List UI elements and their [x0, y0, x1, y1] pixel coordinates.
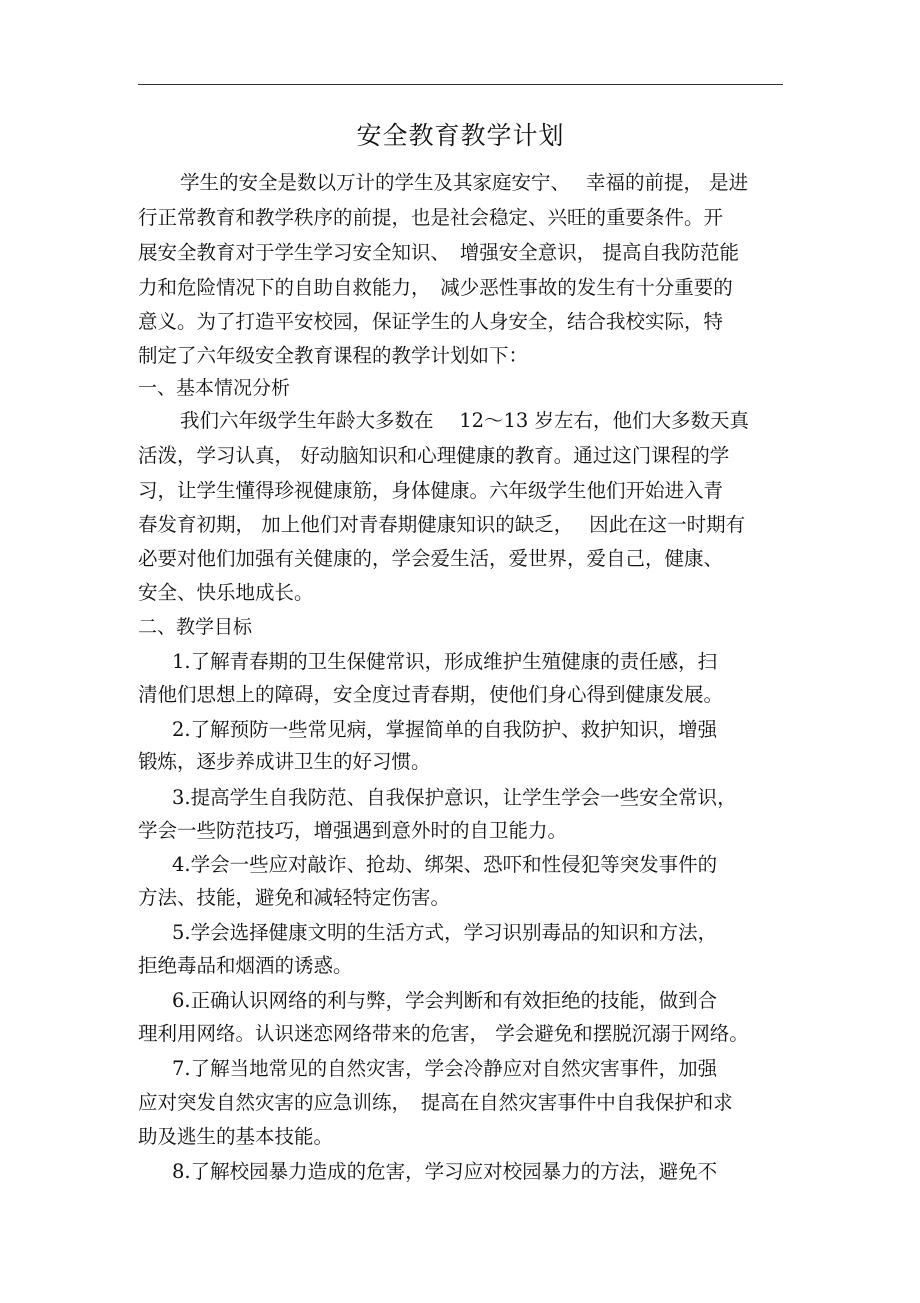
goal-item-line: 学会一些防范技巧，增强遇到意外时的自卫能力。	[138, 819, 568, 842]
section-heading-basic-analysis: 一、基本情况分析	[138, 377, 291, 399]
goal-item-line: 拒绝毒品和烟酒的诱惑。	[138, 954, 353, 977]
intro-line: 力和危险情况下的自助自救能力， 减少恶性事故的发生有十分重要的	[138, 276, 733, 299]
goal-item-line: 1.了解青春期的卫生保健常识，形成维护生殖健康的责任感，扫	[172, 650, 718, 673]
intro-line: 制定了六年级安全教育课程的教学计划如下：	[138, 344, 529, 367]
goal-item-line: 8.了解校园暴力造成的危害，学习应对校园暴力的方法，避免不	[172, 1160, 718, 1183]
section1-line: 习，让学生懂得珍视健康筋，身体健康。六年级学生他们开始进入青	[138, 479, 724, 502]
section1-line: 春发育初期， 加上他们对青春期健康知识的缺乏， 因此在这一时期有	[138, 513, 746, 536]
goal-item-line: 2.了解预防一些常见病，掌握简单的自我防护、救护知识，增强	[172, 718, 718, 741]
intro-line: 行正常教育和教学秩序的前提，也是社会稳定、兴旺的重要条件。开	[138, 206, 724, 229]
section-heading-teaching-goals: 二、教学目标	[138, 616, 253, 638]
goal-item-line: 锻炼，逐步养成讲卫生的好习惯。	[138, 750, 431, 773]
goal-item-line: 5.学会选择健康文明的生活方式，学习识别毒品的知识和方法，	[172, 921, 718, 944]
intro-line: 意义。为了打造平安校园，保证学生的人身安全，结合我校实际，特	[138, 310, 724, 333]
goal-item-line: 应对突发自然灾害的应急训练， 提高在自然灾害事件中自我保护和求	[138, 1091, 733, 1114]
document-title: 安全教育教学计划	[356, 121, 565, 150]
goal-item-line: 7.了解当地常见的自然灾害，学会冷静应对自然灾害事件，加强	[172, 1057, 718, 1080]
section1-line: 活泼，学习认真， 好动脑知识和心理健康的教育。通过这门课程的学	[138, 444, 730, 467]
goal-item-line: 方法、技能，避免和减轻特定伤害。	[138, 886, 451, 909]
intro-line: 学生的安全是数以万计的学生及其家庭安宁、 幸福的前提， 是进	[180, 171, 749, 194]
goal-item-line: 3.提高学生自我防范、自我保护意识，让学生学会一些安全常识，	[172, 786, 737, 809]
goal-item-line: 助及逃生的基本技能。	[138, 1125, 334, 1148]
section1-line: 必要对他们加强有关健康的，学会爱生活，爱世界，爱自己，健康、	[138, 547, 724, 570]
goal-item-line: 理利用网络。认识迷恋网络带来的危害， 学会避免和摆脱沉溺于网络。	[138, 1022, 749, 1045]
section1-line: 安全、快乐地成长。	[138, 581, 314, 604]
intro-line: 展安全教育对于学生学习安全知识、 增强安全意识， 提高自我防范能	[138, 241, 739, 264]
goal-item-line: 4.学会一些应对敲诈、抢劫、绑架、恐吓和性侵犯等突发事件的	[172, 853, 718, 876]
header-rule	[138, 84, 783, 85]
section1-line: 我们六年级学生年龄大多数在 12～13 岁左右，他们大多数天真	[180, 409, 750, 432]
goal-item-line: 清他们思想上的障碍，安全度过青春期，使他们身心得到健康发展。	[138, 683, 724, 706]
goal-item-line: 6.正确认识网络的利与弊，学会判断和有效拒绝的技能，做到合	[172, 989, 718, 1012]
